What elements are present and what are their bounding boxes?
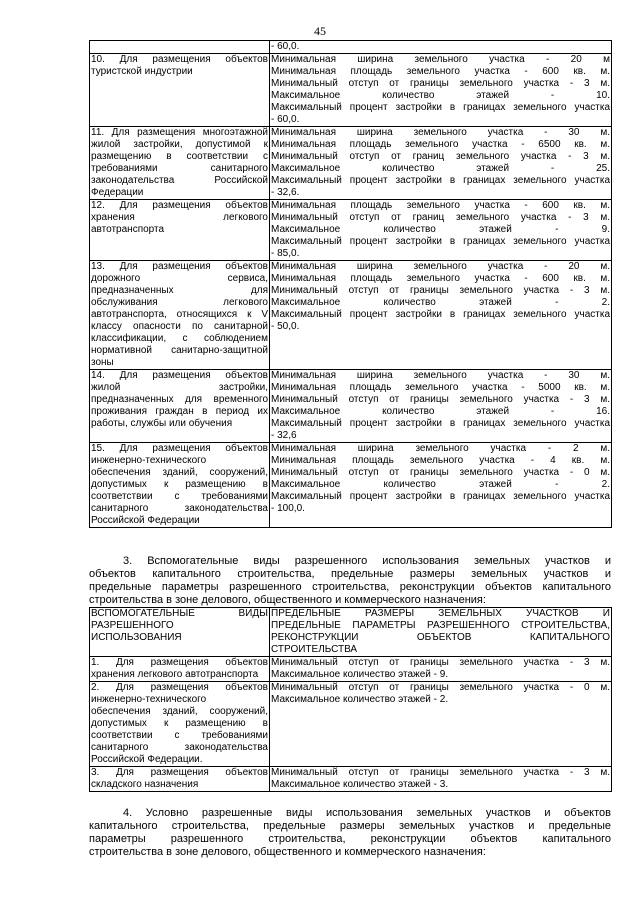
cell-line: Минимальная площадь земельного участка - 600 кв. м.	[271, 273, 610, 284]
cell-line: автотранспорта	[91, 224, 165, 235]
cell-line: - 85,0.	[271, 248, 300, 259]
parameters-cell	[270, 608, 612, 657]
cell-line: жилой застройки, допустимой к	[91, 139, 268, 150]
cell-line: 2. Для размещения объектов	[91, 682, 268, 693]
table-row	[90, 200, 612, 261]
cell-line: дорожного сервиса,	[91, 273, 268, 284]
cell-line: ПРЕДЕЛЬНЫЕ ПАРАМЕТРЫ РАЗРЕШЕННОГО СТРОИТЕЛЬСТВА,	[271, 620, 610, 631]
cell-line: проживания граждан в период их	[91, 406, 268, 417]
cell-line: зоны	[91, 357, 114, 368]
cell-line: обеспечения зданий, сооружений,	[91, 467, 268, 478]
cell-line: санитарного законодательства	[91, 503, 268, 514]
cell-line: 13. Для размещения объектов	[91, 261, 268, 272]
cell-line: Минимальная ширина земельного участка - 30 м.	[271, 370, 610, 381]
parameters-cell	[270, 657, 612, 682]
cell-line: 15. Для размещения объектов	[91, 443, 268, 454]
cell-line: - 50,0.	[271, 321, 300, 332]
cell-line: Максимальное количество этажей - 10.	[271, 90, 610, 101]
paragraph-line: капитального строительства, предельные размеры земельных участков и предельные	[89, 820, 611, 832]
parameters-cell	[270, 41, 612, 54]
cell-line: - 100,0.	[271, 503, 305, 514]
table-row	[90, 127, 612, 200]
cell-line: автотранспорта, относящихся к V	[91, 309, 268, 320]
cell-line: Максимальное количество этажей - 9.	[271, 224, 610, 235]
cell-line: классификации, с соблюдением	[91, 333, 268, 344]
use-type-cell	[90, 443, 270, 528]
cell-line: Минимальный отступ от границы земельного участка - 3 м.	[271, 78, 610, 89]
cell-line: РЕКОНСТРУКЦИИ ОБЪЕКТОВ КАПИТАЛЬНОГО	[271, 632, 610, 643]
cell-line: СТРОИТЕЛЬСТВА	[271, 644, 358, 655]
table-row	[90, 682, 612, 767]
cell-line: допустимых к размещению в	[91, 479, 268, 490]
cell-line: Максимальное количество этажей - 2.	[271, 694, 449, 705]
cell-line: Минимальная площадь земельного участка - 600 кв. м.	[271, 200, 610, 211]
paragraph-line: строительства в зоне делового, общественного и коммерческого назначения:	[89, 594, 486, 606]
cell-line: требованиями санитарного	[91, 163, 268, 174]
use-type-cell	[90, 54, 270, 127]
cell-line: Максимальное количество этажей - 2.	[271, 297, 610, 308]
cell-line: туристской индустрии	[91, 66, 193, 77]
parameters-cell	[270, 261, 612, 370]
cell-line: Минимальная ширина земельного участка - 30 м.	[271, 127, 610, 138]
paragraph-line: параметры разрешенного строительства, реконструкции объектов капитального	[89, 833, 611, 845]
parameters-cell	[270, 370, 612, 443]
land-use-table-auxiliary	[89, 607, 612, 792]
cell-line: Минимальный отступ от границы земельного участка - 0 м.	[271, 467, 610, 478]
cell-line: Минимальный отступ от границ земельного участка - 3 м.	[271, 212, 610, 223]
cell-line: Минимальный отступ от границы земельного участка - 3 м.	[271, 394, 610, 405]
cell-line: складского назначения	[91, 779, 199, 790]
cell-line: Максимальное количество этажей - 3.	[271, 779, 449, 790]
paragraph-auxiliary-uses	[89, 555, 611, 607]
table-row	[90, 41, 612, 54]
cell-line: Минимальная площадь земельного участка - 5000 кв. м.	[271, 382, 610, 393]
cell-line: 10. Для размещения объектов	[91, 54, 268, 65]
use-type-cell	[90, 200, 270, 261]
cell-line: Минимальный отступ от границы земельного участка - 3 м.	[271, 285, 610, 296]
use-type-cell	[90, 41, 270, 54]
cell-line: 14. Для размещения объектов	[91, 370, 268, 381]
cell-line: Максимальный процент застройки в границах земельного участка	[271, 418, 610, 429]
paragraph-line: 3. Вспомогательные виды разрешенного использования земельных участков и	[123, 555, 611, 567]
cell-line: Максимальный процент застройки в границах земельного участка	[271, 102, 610, 113]
table-row	[90, 443, 612, 528]
cell-line: хранения легкового автотранспорта	[91, 669, 259, 680]
parameters-cell	[270, 54, 612, 127]
table-row	[90, 767, 612, 792]
use-type-cell	[90, 608, 270, 657]
use-type-cell	[90, 127, 270, 200]
cell-line: Российской Федерации.	[91, 754, 203, 765]
parameters-cell	[270, 767, 612, 792]
cell-line: Минимальный отступ от границы земельного участка - 3 м.	[271, 767, 610, 778]
use-type-cell	[90, 682, 270, 767]
cell-line: Максимальное количество этажей - 16.	[271, 406, 610, 417]
paragraph-line: предельные параметры разрешенного строительства, реконструкции объектов капитального	[89, 581, 611, 593]
table-row	[90, 54, 612, 127]
cell-line: 11. Для размещения многоэтажной	[91, 127, 268, 138]
cell-line: 12. Для размещения объектов	[91, 200, 268, 211]
cell-line: - 60,0.	[271, 114, 300, 125]
cell-line: - 32,6.	[271, 187, 300, 198]
cell-line: обслуживания легкового	[91, 297, 268, 308]
cell-line: РАЗРЕШЕННОГО	[91, 620, 174, 631]
cell-line: жилой застройки,	[91, 382, 268, 393]
cell-line: Максимальный процент застройки в границах земельного участка	[271, 175, 610, 186]
cell-line: законодательства Российской	[91, 175, 268, 186]
cell-line: Максимальный процент застройки в границах земельного участка	[271, 309, 610, 320]
cell-line: ИСПОЛЬЗОВАНИЯ	[91, 632, 182, 643]
page-number: 45	[314, 24, 326, 38]
cell-line: нормативной санитарно-защитной	[91, 345, 268, 356]
paragraph-conditional-uses	[89, 807, 611, 859]
parameters-cell	[270, 443, 612, 528]
cell-line: работы, службы или обучения	[91, 418, 233, 429]
use-type-cell	[90, 370, 270, 443]
paragraph-line: 4. Условно разрешенные виды использования земельных участков и объектов	[123, 807, 611, 819]
land-use-table-main	[89, 40, 612, 528]
parameters-cell	[270, 682, 612, 767]
cell-line: обеспечения зданий, сооружений,	[91, 706, 268, 717]
cell-line: Минимальный отступ от границы земельного участка - 3 м.	[271, 657, 610, 668]
cell-line: классу опасности по санитарной	[91, 321, 268, 332]
cell-line: Максимальное количество этажей - 25.	[271, 163, 610, 174]
parameters-cell	[270, 200, 612, 261]
cell-line: Минимальная площадь земельного участка - 6500 кв. м.	[271, 139, 610, 150]
cell-line: - 60,0.	[271, 41, 300, 52]
cell-line: допустимых к размещению в	[91, 718, 268, 729]
cell-line: Минимальный отступ от границ земельного участка - 3 м.	[271, 151, 610, 162]
use-type-cell	[90, 767, 270, 792]
cell-line: инженерно-технического	[91, 694, 207, 705]
cell-line: 1. Для размещения объектов	[91, 657, 268, 668]
cell-line: предназначенных для временного	[91, 394, 268, 405]
cell-line: предназначенных для	[91, 285, 268, 296]
cell-line: инженерно-технического	[91, 455, 207, 466]
cell-line: Максимальное количество этажей - 9.	[271, 669, 449, 680]
cell-line: Максимальный процент застройки в границах земельного участка	[271, 491, 610, 502]
cell-line: - 32,6	[271, 430, 297, 441]
paragraph-line: строительства в зоне делового, общественного и коммерческого назначения:	[89, 846, 486, 858]
cell-line: хранения легкового	[91, 212, 268, 223]
cell-line: Федерации	[91, 187, 144, 198]
cell-line: Минимальная ширина земельного участка - 20 м.	[271, 261, 610, 272]
table-row	[90, 261, 612, 370]
use-type-cell	[90, 657, 270, 682]
cell-line: Максимальное количество этажей - 2.	[271, 479, 610, 490]
cell-line: ВСПОМОГАТЕЛЬНЫЕ ВИДЫ	[91, 608, 268, 619]
table-row	[90, 370, 612, 443]
table-header-row	[90, 608, 612, 657]
cell-line: санитарного законодательства	[91, 742, 268, 753]
parameters-cell	[270, 127, 612, 200]
cell-line: Минимальная ширина земельного участка - 20 м	[271, 54, 610, 65]
cell-line: Минимальная площадь земельного участка - 600 кв. м.	[271, 66, 610, 77]
cell-line: 3. Для размещения объектов	[91, 767, 268, 778]
cell-line: соответствии с требованиями	[91, 491, 268, 502]
table-row	[90, 657, 612, 682]
cell-line: размещению в соответствии с	[91, 151, 268, 162]
paragraph-line: объектов капитального строительства, предельные размеры земельных участков и	[89, 568, 611, 580]
use-type-cell	[90, 261, 270, 370]
cell-line: Максимальный процент застройки в границах земельного участка	[271, 236, 610, 247]
cell-line: ПРЕДЕЛЬНЫЕ РАЗМЕРЫ ЗЕМЕЛЬНЫХ УЧАСТКОВ И	[271, 608, 610, 619]
cell-line: Минимальный отступ от границы земельного участка - 0 м.	[271, 682, 610, 693]
cell-line: Минимальная ширина земельного участка - 2 м.	[271, 443, 610, 454]
cell-line: соответствии с требованиями	[91, 730, 268, 741]
cell-line: Российской Федерации	[91, 515, 200, 526]
cell-line: Минимальная площадь земельного участка - 4 кв. м.	[271, 455, 610, 466]
